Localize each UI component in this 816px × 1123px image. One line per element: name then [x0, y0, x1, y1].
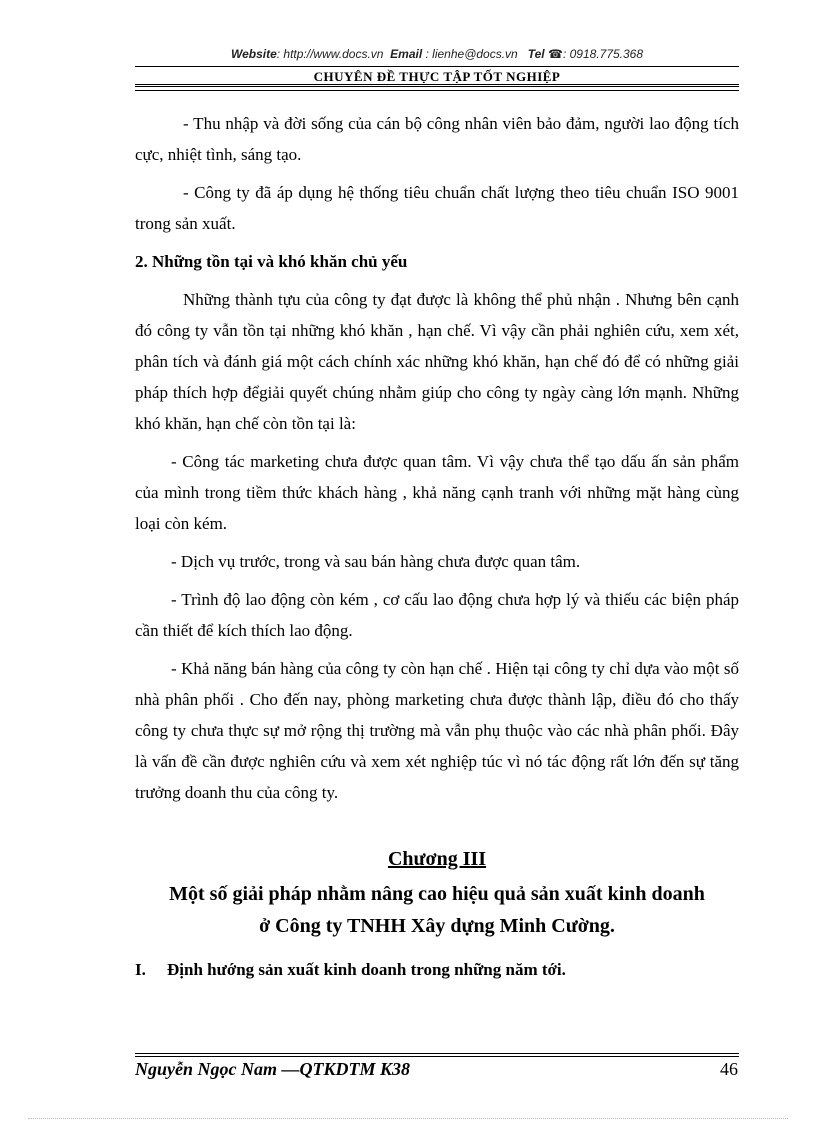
paragraph-sales: - Khả năng bán hàng của công ty còn hạn chế . Hiện tại công ty chỉ dựa vào một số nhà phân phối . Cho đến nay, phòng marketing chưa được thành lập, điều đó cho thấy công ty chưa thực sự mở rộng thị trường mà vẫn phụ thuộc vào các nhà phân phối. Đây là vấn đề cần được nghiên cứu và xem xét nghiệp túc vì nó tác động rất lớn đến sự tăng trưởng doanh thu của công ty.: [135, 659, 739, 802]
website-label: Website: [230, 47, 277, 61]
header-divider-bottom: [135, 90, 739, 91]
header-title: CHUYÊN ĐỀ THỰC TẬP TỐT NGHIỆP: [313, 69, 561, 83]
section-title: Định hướng sản xuất kinh doanh trong những năm tới.: [167, 960, 566, 979]
email-label: Email: [390, 47, 423, 61]
page-content: [135, 108, 739, 985]
chapter-title: [135, 878, 739, 942]
paragraph-labor: - Trình độ lao động còn kém , cơ cấu lao động chưa hợp lý và thiếu các biện pháp cần thiết để kích thích lao động.: [135, 590, 739, 640]
chapter-heading: [135, 844, 739, 874]
chapter-title-line2: ở Công ty TNHH Xây dựng Minh Cường.: [259, 915, 615, 937]
tel-value: : 0918.775.368: [562, 47, 644, 61]
section-number: I.: [135, 960, 146, 979]
tel-label: Tel: [527, 47, 545, 61]
paragraph-services: - Dịch vụ trước, trong và sau bán hàng chưa được quan tâm.: [171, 552, 581, 571]
paragraph-iso: - Công ty đã áp dụng hệ thống tiêu chuẩn chất lượng theo tiêu chuẩn ISO 9001 trong sản xuất.: [135, 183, 739, 233]
header-divider: [135, 66, 739, 67]
footer-author: Nguyễn Ngọc Nam —QTKDTM K38: [135, 1059, 410, 1079]
section-heading: [135, 954, 739, 985]
chapter-title-line1: Một số giải pháp nhằm nâng cao hiệu quả sản xuất kinh doanh: [169, 883, 705, 905]
footer-divider: [135, 1053, 739, 1054]
paragraph-marketing: - Công tác marketing chưa được quan tâm. Vì vậy chưa thể tạo dấu ấn sản phẩm của mình trong tiềm thức khách hàng , khả năng cạnh tranh với những mặt hàng cùng loại còn kém.: [135, 452, 739, 533]
paragraph-achievements: Những thành tựu của công ty đạt được là không thể phủ nhận . Nhưng bên cạnh đó công ty vẫn tồn tại những khó khăn , hạn chế. Vì vậy cần phải nghiên cứu, xem xét, phân tích và đánh giá một cách chính xác những khó khăn, hạn chế đó để có những giải pháp thích hợp đểgiải quyết chúng nhằm giúp cho công ty ngày càng lớn mạnh. Những khó khăn, hạn chế còn tồn tại là:: [135, 290, 739, 433]
paragraph-income: - Thu nhập và đời sống của cán bộ công nhân viên bảo đảm, người lao động tích cực, nhiệt tình, sáng tạo.: [135, 114, 739, 164]
chapter-label: Chương III: [387, 848, 487, 870]
header-double-divider: [135, 84, 739, 89]
website-value: : http://www.docs.vn: [276, 47, 384, 61]
page-edge-line: [28, 1118, 788, 1119]
footer-divider-2: [135, 1056, 739, 1057]
phone-icon: ☎: [548, 47, 563, 61]
subheading-difficulties: 2. Những tồn tại và khó khăn chủ yếu: [135, 252, 408, 271]
header-contact: [135, 47, 739, 61]
page-number: 46: [720, 1059, 738, 1079]
email-value: : lienhe@docs.vn: [425, 47, 518, 61]
